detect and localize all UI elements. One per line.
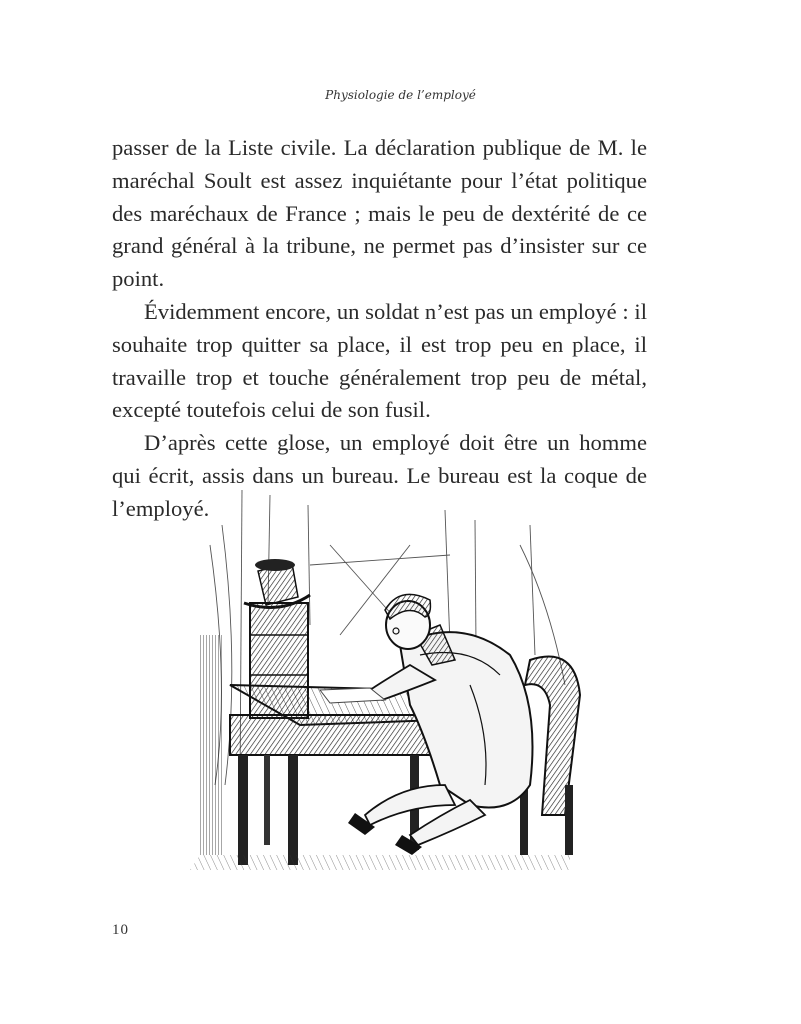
page-number: 10 — [112, 922, 129, 938]
hat-icon — [244, 559, 310, 608]
paragraph-continuation: passer de la Liste civile. La déclaration publique de M. le maréchal Soult est assez inquiétante pour l’état politique des maréchaux de France ; mais le peu de dextérité de ce grand général à la tribune, ne permet pas d’insister sur ce point. — [112, 135, 647, 292]
body-text — [112, 132, 647, 526]
paragraph-soldier: Évidemment encore, un soldat n’est pas un employé : il souhaite trop quitter sa place, il est trop peu en place, il travaille trop et touche généralement trop peu de métal, excepté toutefois celui de son fusil. — [112, 298, 647, 423]
paragraph-gloss: D’après cette glose, un employé doit être un homme qui écrit, assis dans un bureau. Le bureau est la coque de l’employé. — [112, 430, 647, 521]
running-head: Physiologie de l’employé — [325, 88, 476, 102]
engraving-clerk-writing-at-desk-icon — [170, 485, 590, 875]
